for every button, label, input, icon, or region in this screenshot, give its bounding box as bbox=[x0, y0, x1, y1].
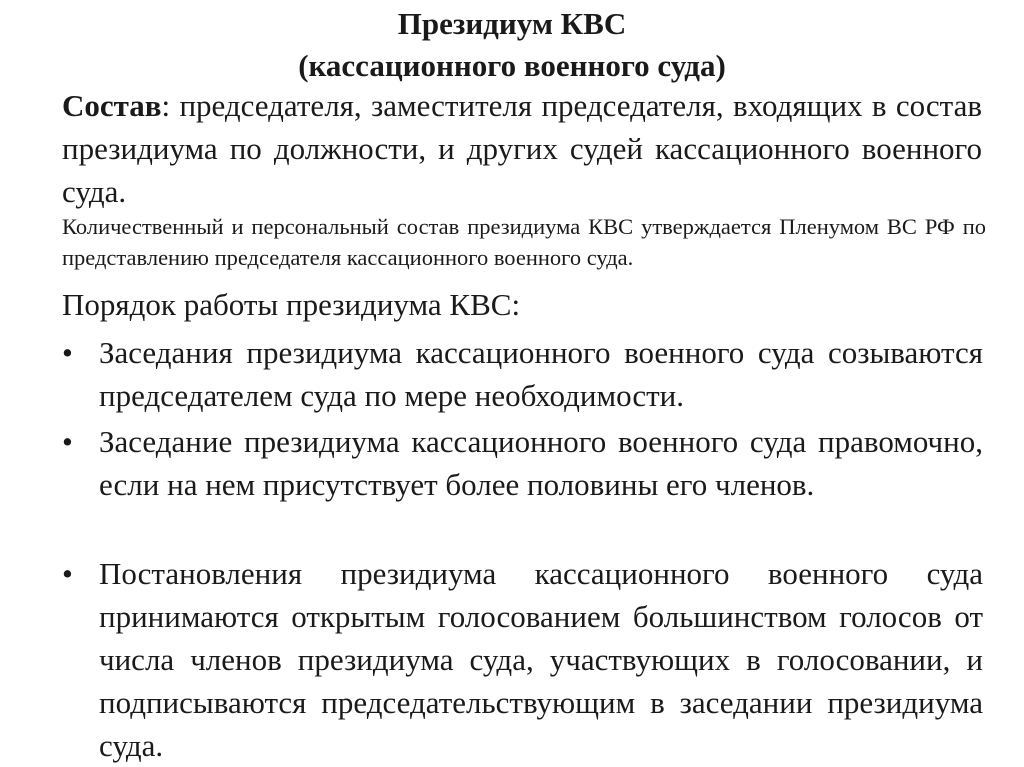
composition-text: : председателя, заместителя председателя, входящих в состав президиума по должности, и других судей кассационного военного суда. bbox=[62, 88, 982, 209]
slide-title: Президиум КВС bbox=[397, 6, 627, 41]
procedure-heading: Порядок работы президиума КВС: bbox=[62, 287, 521, 322]
bullet-icon: • bbox=[62, 556, 73, 591]
list-item-text: Заседания президиума кассационного военного суда созываются председателем суда по мере необходимости. bbox=[99, 335, 983, 413]
composition-note: Количественный и персональный состав президиума КВС утверждается Пленумом ВС РФ по представлению председателя кассационного военного суда. bbox=[62, 214, 986, 270]
list-item-text: Постановления президиума кассационного военного суда принимаются открытым голосованием большинством голосов от числа членов президиума суда, участвующих в голосовании, и подписываются председательствующим в заседании президиума суда. bbox=[99, 556, 983, 763]
bullet-icon: • bbox=[62, 424, 73, 459]
bullet-icon: • bbox=[62, 335, 73, 370]
list-item-text: Заседание президиума кассационного военного суда правомочно, если на нем присутствует более половины его членов. bbox=[99, 424, 983, 502]
composition-label: Состав bbox=[62, 88, 162, 123]
slide-subtitle: (кассационного военного суда) bbox=[298, 48, 726, 83]
